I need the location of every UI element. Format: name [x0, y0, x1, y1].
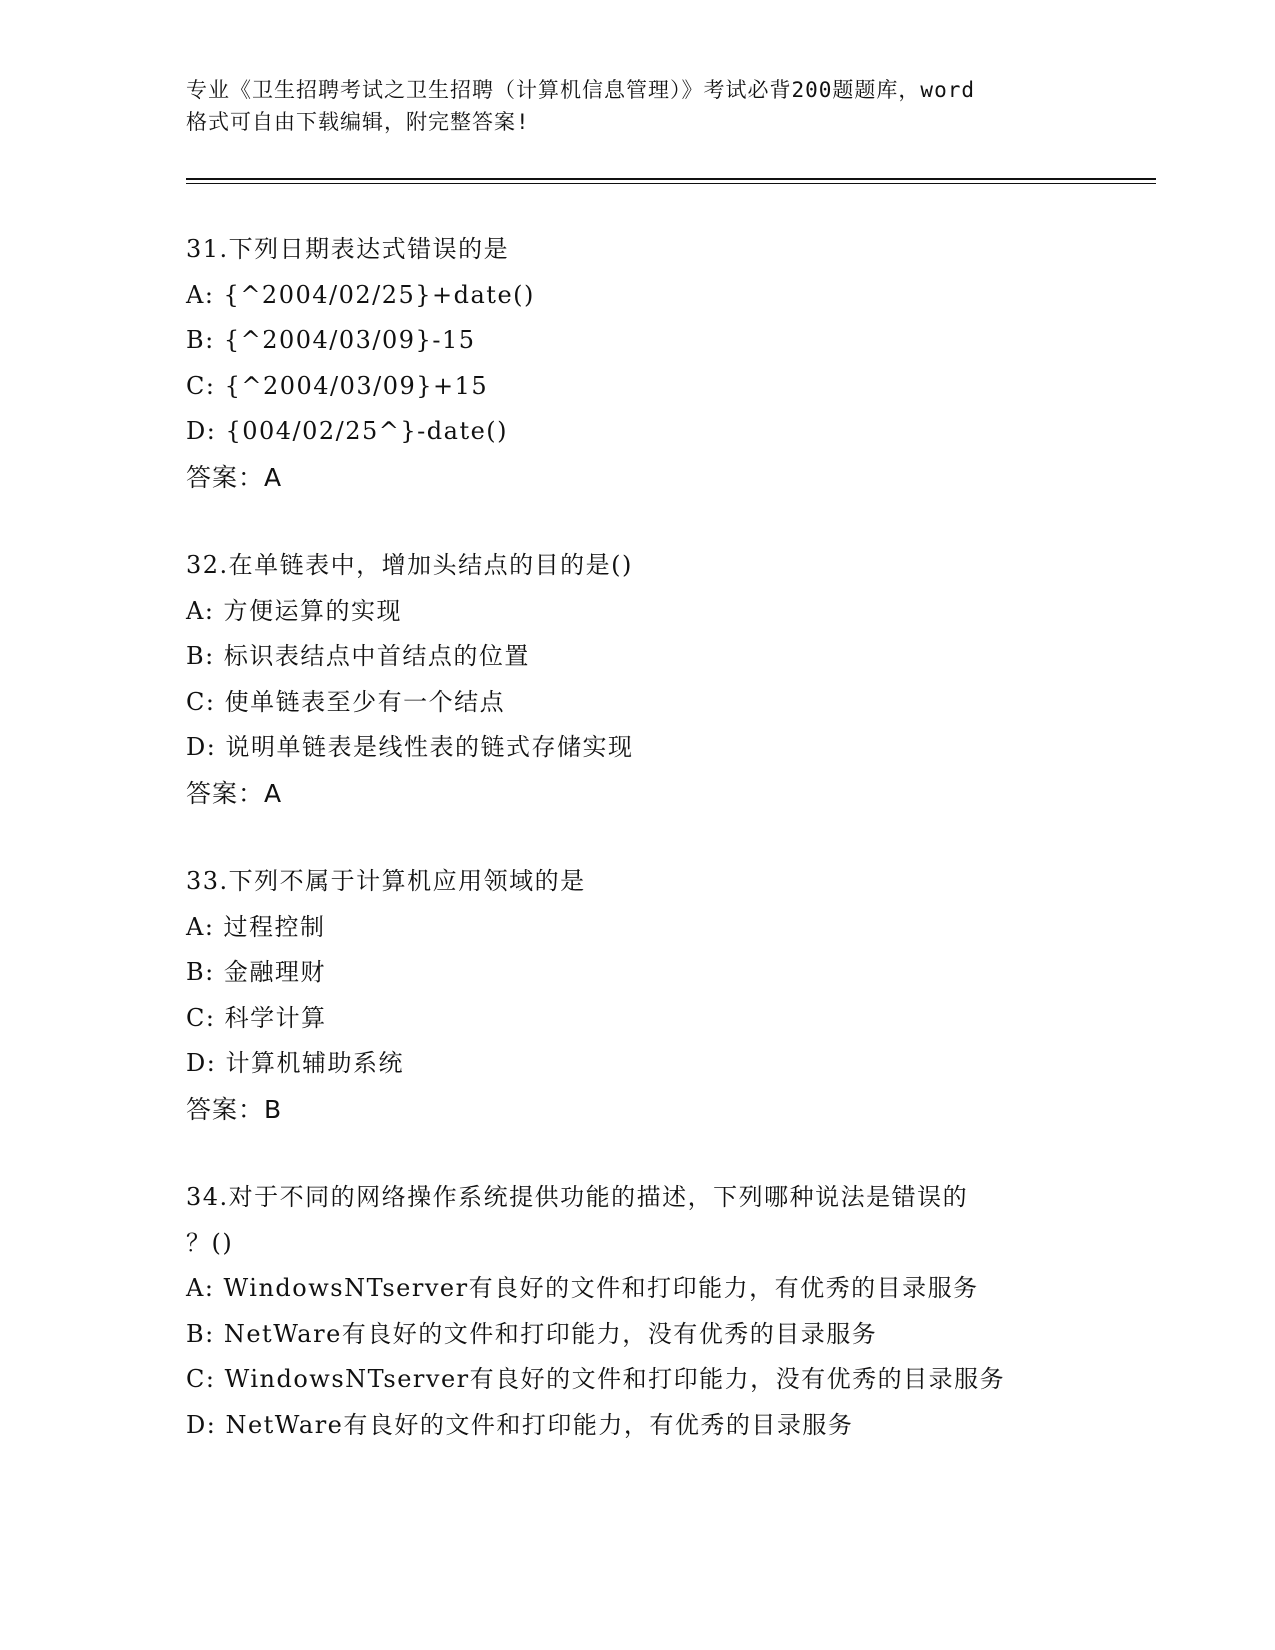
option-d: D: 计算机辅助系统 [186, 1049, 404, 1077]
option-d: D: {004/02/25^}-date() [186, 417, 509, 445]
option-c: C: {^2004/03/09}+15 [186, 371, 489, 400]
option-d: D: 说明单链表是线性表的链式存储实现 [186, 733, 634, 761]
question-32 [186, 543, 1086, 816]
question-34 [186, 1175, 1086, 1448]
header-line-1: 专业《卫生招聘考试之卫生招聘（计算机信息管理）》考试必背200题题库，word [186, 78, 975, 102]
document-header [186, 74, 1086, 138]
question-stem-continuation: ？() [186, 1228, 234, 1257]
question-stem: 32.在单链表中，增加头结点的目的是() [186, 551, 633, 579]
question-stem: 31.下列日期表达式错误的是 [186, 235, 510, 263]
option-b: B: 金融理财 [186, 958, 326, 986]
option-a: A: {^2004/02/25}+date() [186, 280, 535, 309]
option-a: A: WindowsNTserver有良好的文件和打印能力，有优秀的目录服务 [186, 1274, 979, 1302]
option-d: D: NetWare有良好的文件和打印能力，有优秀的目录服务 [186, 1410, 854, 1439]
answer-label: 答案：A [186, 778, 283, 808]
header-divider-thick [186, 178, 1156, 180]
option-c: C: 科学计算 [186, 1003, 327, 1032]
option-b: B: {^2004/03/09}-15 [186, 326, 476, 354]
header-divider-thin [186, 183, 1156, 184]
question-stem: 34.对于不同的网络操作系统提供功能的描述，下列哪种说法是错误的 [186, 1183, 969, 1211]
option-c: C: WindowsNTserver有良好的文件和打印能力，没有优秀的目录服务 [186, 1365, 1006, 1393]
answer-label: 答案：A [186, 462, 283, 492]
option-b: B: NetWare有良好的文件和打印能力，没有优秀的目录服务 [186, 1319, 878, 1348]
answer-label: 答案：B [186, 1094, 283, 1124]
option-a: A: 过程控制 [186, 912, 326, 941]
question-33 [186, 859, 1086, 1132]
option-a: A: 方便运算的实现 [186, 596, 403, 625]
option-c: C: 使单链表至少有一个结点 [186, 687, 506, 716]
question-stem: 33.下列不属于计算机应用领域的是 [186, 867, 586, 895]
option-b: B: 标识表结点中首结点的位置 [186, 642, 530, 670]
question-31 [186, 227, 1086, 500]
header-line-2: 格式可自由下载编辑，附完整答案! [186, 110, 530, 134]
